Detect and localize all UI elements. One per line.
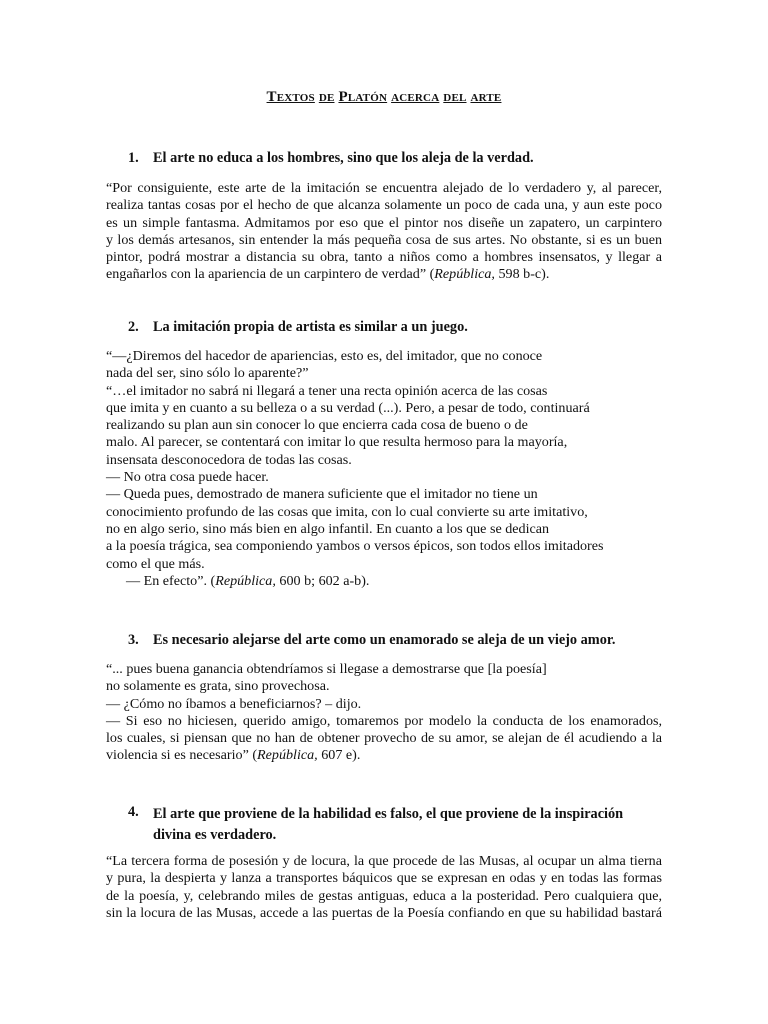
citation-ref: 607 e).: [317, 747, 361, 764]
heading-line: El arte que proviene de la habilidad es falso, el que proviene de la inspiración: [153, 806, 624, 822]
text-line: los cuales, si piensan que no han de obtener provecho de su amor, se alejan de él acudiendo a la: [106, 730, 662, 747]
text-line: realiza tantas cosas por el hecho de que alcanza solamente un poco de cada una, y aun este poco: [106, 197, 662, 214]
citation-title: República,: [257, 747, 318, 764]
text-line: “Por consiguiente, este arte de la imitación se encuentra alejado de lo verdadero y, al parecer,: [106, 180, 662, 196]
quote-paragraph: [106, 853, 662, 922]
text-line: insensata desconocedora de todas las cosas.: [106, 451, 352, 468]
text-line: a la poesía trágica, sea componiendo yambos o versos épicos, son todos ellos imitadores: [106, 538, 604, 555]
title-word: arte: [470, 89, 502, 105]
title-word: Platón: [338, 89, 388, 105]
citation-ref: 600 b; 602 a-b).: [275, 572, 370, 589]
citation-title: República,: [215, 572, 276, 589]
text-line: es un simple fantasma. Admitamos por eso que el pintor nos diseñe un zapatero, un carpintero: [106, 214, 662, 231]
text-line: — Queda pues, demostrado de manera suficiente que el imitador no tiene un: [106, 486, 538, 503]
text-line: malo. Al parecer, se contentará con imitar lo que resulta hermoso para la mayoría,: [106, 434, 568, 451]
text-line: que imita y en cuanto a su belleza o a su verdad (...). Pero, a pesar de todo, continuará: [106, 399, 590, 416]
section-heading-text: La imitación propia de artista es similar a un juego.: [153, 319, 468, 335]
text-line: realizando su plan aun sin conocer lo que encierra cada cosa de bueno o de: [106, 417, 528, 434]
text-line: — No otra cosa puede hacer.: [106, 469, 269, 486]
text-line: “... pues buena ganancia obtendríamos si llegase a demostrarse que [la poesía]: [106, 661, 547, 677]
text-line: como el que más.: [106, 555, 205, 572]
text-line: no en algo serio, sino más bien en algo infantil. En cuanto a los que se dedican: [106, 520, 550, 537]
text-line: no solamente es grata, sino provechosa.: [106, 678, 330, 695]
text-line: pintor, podrá mostrar a distancia su obra, tanto a niños como a hombres insensatos, y llegar a: [106, 249, 662, 266]
quote-paragraph: [106, 348, 662, 590]
text-line: — Si eso no hiciesen, querido amigo, tomaremos por modelo la conducta de los enamorados,: [106, 712, 662, 729]
citation-ref: 598 b-c).: [494, 266, 550, 283]
text-line: nada del ser, sino sólo lo aparente?”: [106, 365, 309, 382]
text-line: sin la locura de las Musas, accede a las puertas de la Poesía confiando en que su habilidad bastará: [106, 904, 662, 921]
section-number: 4.: [128, 804, 139, 820]
section-number: 3.: [128, 632, 139, 648]
text-line: “—¿Diremos del hacedor de apariencias, esto es, del imitador, que no conoce: [106, 348, 543, 364]
quote-paragraph: [106, 661, 662, 765]
text-line: “…el imitador no sabrá ni llegará a tener una recta opinión acerca de las cosas: [106, 382, 548, 399]
title-word: de: [318, 89, 335, 105]
text-fragment: violencia si es necesario” (: [106, 747, 258, 764]
text-fragment: engañarlos con la apariencia de un carpintero de verdad” (: [106, 266, 435, 283]
section-heading-text: Es necesario alejarse del arte como un enamorado se aleja de un viejo amor.: [153, 632, 616, 648]
text-line: [106, 266, 662, 283]
citation-title: República,: [434, 266, 495, 283]
text-line: conocimiento profundo de las cosas que imita, con lo cual convierte su arte imitativo,: [106, 503, 588, 520]
title-word: acerca: [391, 89, 440, 105]
text-line: y pura, la despierta y lanza a transportes báquicos que se expresan en odas y en todas las formas: [106, 870, 662, 887]
text-line: “La tercera forma de posesión y de locura, la que procede de las Musas, al ocupar un alma tierna: [106, 853, 662, 869]
quote-paragraph: [106, 180, 662, 284]
title-word: del: [443, 89, 467, 105]
text-line: de la poesía, y, celebrando miles de gestas antiguas, educa a la posteridad. Pero cualquiera que,: [106, 887, 662, 904]
text-line: y los demás artesanos, sin entender la más pequeña cosa de sus artes. No obstante, si es un buen: [106, 231, 662, 248]
page-title: [0, 89, 768, 106]
title-word: Textos: [266, 89, 315, 105]
section-heading-text: El arte no educa a los hombres, sino que los aleja de la verdad.: [153, 150, 534, 166]
text-line: — ¿Cómo no íbamos a beneficiarnos? – dijo.: [106, 695, 362, 712]
text-line: [106, 747, 662, 764]
section-heading-text: [153, 804, 623, 846]
section-number: 2.: [128, 319, 139, 335]
text-fragment: — En efecto”. (: [126, 572, 216, 589]
section-number: 1.: [128, 150, 139, 166]
text-line: [106, 573, 662, 590]
heading-line: divina es verdadero.: [153, 827, 277, 843]
